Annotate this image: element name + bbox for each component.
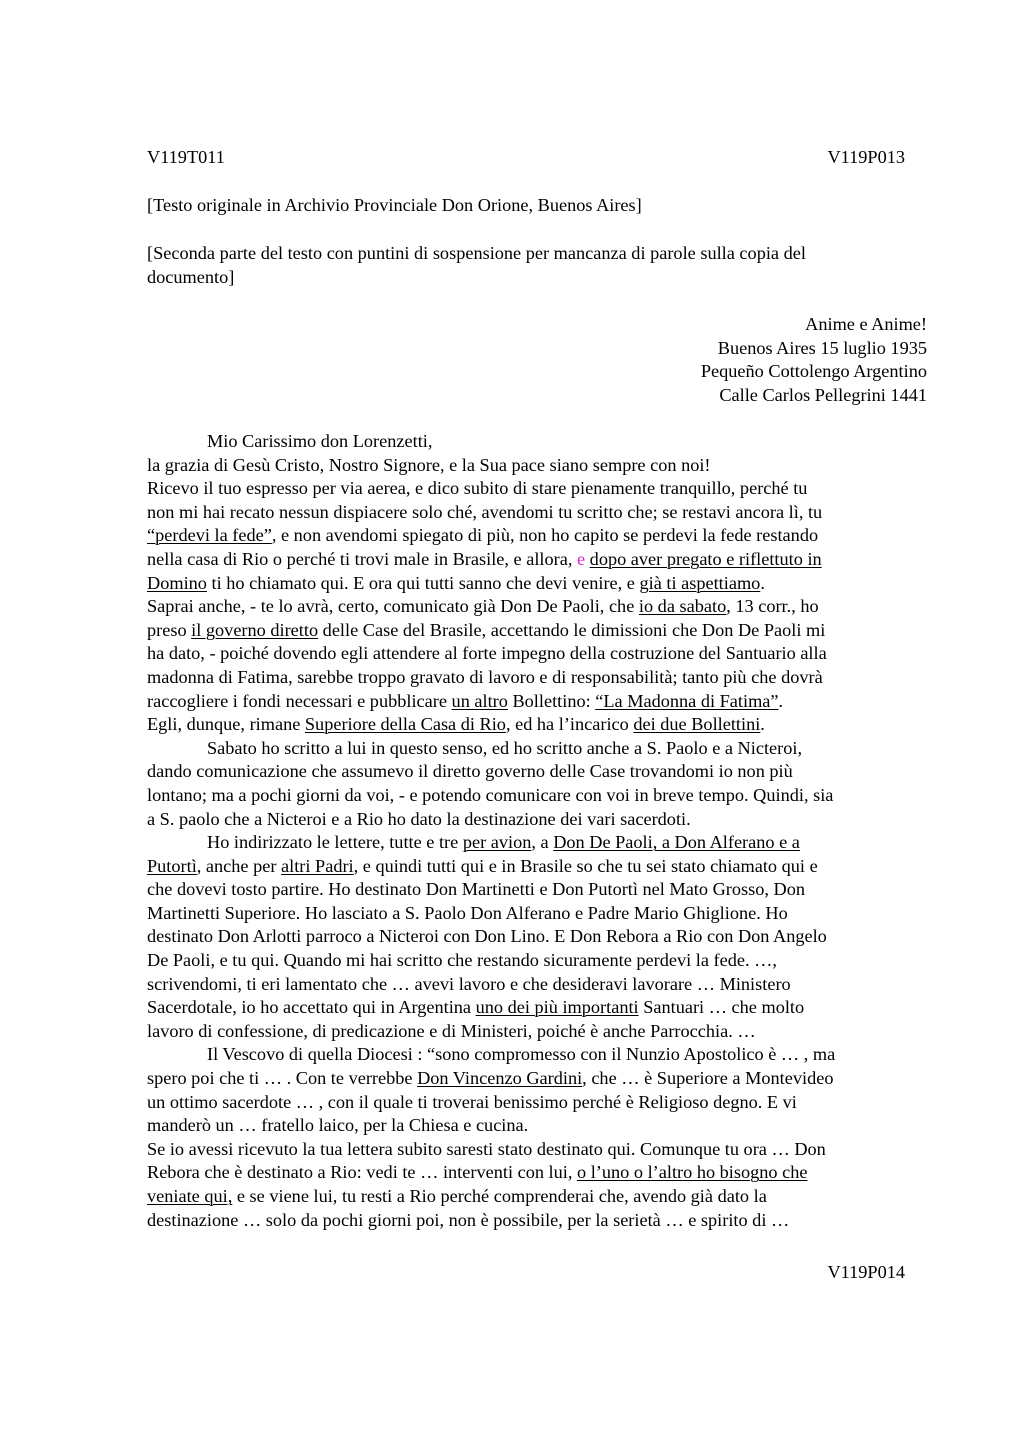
- text-segment: Egli, dunque, rimane: [147, 714, 305, 735]
- text-line: che dovevi tosto partire. Ho destinato Don Martinetti e Don Putortì nel Mato Grosso, Don: [147, 879, 806, 900]
- underlined-text: dopo aver pregato e riflettuto in: [589, 548, 822, 569]
- heading-address: Calle Carlos Pellegrini 1441: [719, 384, 927, 405]
- text-line: [147, 1185, 937, 1209]
- text-segment: .: [760, 714, 765, 735]
- text-segment: , e quindi tutti qui e in Brasile so che tu sei stato chiamato qui e: [353, 855, 818, 876]
- underlined-text: Superiore della Casa di Rio: [304, 714, 506, 735]
- text-segment: , ed ha l’incarico: [505, 714, 634, 735]
- text-segment: , che … è Superiore a Montevideo: [582, 1068, 834, 1089]
- text-line: [147, 619, 937, 643]
- underlined-text: uno dei più importanti: [475, 997, 639, 1018]
- underlined-text: “La Madonna di Fatima”: [595, 690, 779, 711]
- underlined-text: Domino: [147, 572, 207, 593]
- text-line: Martinetti Superiore. Ho lasciato a S. Paolo Don Alferano e Padre Mario Ghiglione. Ho: [147, 902, 788, 923]
- text-line: Se io avessi ricevuto la tua lettera subito saresti stato destinato qui. Comunque tu ora … Don: [147, 1138, 826, 1159]
- underlined-text: Don Vincenzo Gardini: [417, 1068, 583, 1089]
- text-line: lontano; ma a pochi giorni da voi, - e potendo comunicare con voi in breve tempo. Quindi, sia: [147, 784, 834, 805]
- underlined-text: il governo diretto: [191, 619, 319, 640]
- text-segment: Rebora che è destinato a Rio: vedi te … interventi con lui,: [147, 1162, 577, 1183]
- text-segment: Bollettino:: [507, 690, 596, 711]
- text-line: De Paoli, e tu qui. Quando mi hai scritto che restando sicuramente perdevi la fede. …,: [147, 950, 777, 971]
- text-segment: ti ho chiamato qui. E ora qui tutti sanno che devi venire, e: [206, 572, 640, 593]
- text-segment: , anche per: [196, 855, 282, 876]
- text-line: Il Vescovo di quella Diocesi : “sono compromesso con il Nunzio Apostolico è … , ma: [207, 1044, 836, 1065]
- page-code-right: V119P013: [827, 147, 905, 167]
- text-line: scrivendomi, ti eri lamentato che … avevi lavoro e che desideravi lavorare … Ministero: [147, 973, 791, 994]
- heading-institution: Pequeño Cottolengo Argentino: [700, 361, 927, 381]
- document-code-left: V119T011: [147, 147, 225, 167]
- underlined-text: Don De Paoli, a Don Alferano e a: [553, 832, 800, 853]
- text-line: manderò un … fratello laico, per la Chiesa e cucina.: [147, 1115, 529, 1136]
- underlined-text: altri Padri: [281, 855, 354, 876]
- underlined-text: Putortì: [147, 855, 197, 876]
- text-segment: , a: [531, 832, 554, 853]
- text-line: [147, 524, 937, 548]
- text-line: dando comunicazione che assumevo il diretto governo delle Case trovandomi io non più: [147, 761, 793, 782]
- text-line: [147, 831, 937, 855]
- text-segment: , 13 corr., ho: [726, 596, 819, 617]
- underlined-text: dei due Bollettini: [633, 714, 761, 735]
- underlined-text: io da sabato: [638, 596, 727, 617]
- text-segment: spero poi che ti … . Con te verrebbe: [147, 1068, 418, 1089]
- text-line: destinazione … solo da pochi giorni poi, non è possibile, per la serietà … e spirito di …: [147, 1209, 790, 1230]
- archive-note: [Testo originale in Archivio Provinciale Don Orione, Buenos Aires]: [147, 195, 642, 215]
- text-line: [147, 855, 937, 879]
- text-segment: e se viene lui, tu resti a Rio perché comprenderai che, avendo già dato la: [232, 1186, 767, 1206]
- text-line: [147, 1161, 937, 1185]
- text-segment: nella casa di Rio o perché ti trovi male in Brasile, e allora,: [147, 548, 577, 569]
- text-line: [147, 996, 937, 1020]
- second-part-note-line1: [Seconda parte del testo con puntini di sospensione per mancanza di parole sulla copia del: [147, 243, 806, 263]
- text-line: madonna di Fatima, sarebbe troppo gravato di lavoro e di responsabilità; tanto più che dovrà: [147, 666, 823, 687]
- underlined-text: veniate qui,: [147, 1186, 233, 1206]
- letter-heading: [701, 313, 927, 407]
- text-segment: Ho indirizzato le lettere, tutte e tre: [207, 832, 463, 853]
- text-line: la grazia di Gesù Cristo, Nostro Signore, e la Sua pace siano sempre con noi!: [147, 454, 711, 475]
- text-line: Ricevo il tuo espresso per via aerea, e dico subito di stare pienamente tranquillo, perché tu: [147, 478, 808, 499]
- text-line: destinato Don Arlotti parroco a Nicteroi con Don Lino. E Don Rebora a Rio con Don Angelo: [147, 926, 827, 947]
- letter-body: [147, 430, 937, 1232]
- page-code-bottom: V119P014: [827, 1262, 905, 1282]
- salutation: Mio Carissimo don Lorenzetti,: [207, 431, 433, 451]
- text-line: [147, 572, 937, 596]
- text-segment: .: [760, 572, 765, 593]
- text-segment: raccogliere i fondi necessari e pubblicare: [147, 690, 452, 711]
- second-part-note: [147, 241, 907, 289]
- highlighted-text: e: [576, 548, 586, 569]
- text-segment: preso: [147, 619, 192, 640]
- text-line: [147, 713, 937, 737]
- text-segment: Sacerdotale, io ho accettato qui in Argentina: [147, 997, 476, 1018]
- text-line: Sabato ho scritto a lui in questo senso, ed ho scritto anche a S. Paolo e a Nicteroi,: [207, 737, 803, 758]
- text-line: ha dato, - poiché dovendo egli attendere al forte impegno della costruzione del Santuario alla: [147, 643, 827, 664]
- underlined-text: un altro: [451, 690, 508, 711]
- underlined-text: “perdevi la fede”: [147, 525, 272, 546]
- text-segment: .: [778, 690, 784, 711]
- text-line: [147, 1067, 937, 1091]
- text-segment: delle Case del Brasile, accettando le dimissioni che Don De Paoli mi: [318, 619, 826, 640]
- underlined-text: per avion: [462, 832, 532, 853]
- text-segment: Saprai anche, - te lo avrà, certo, comunicato già Don De Paoli, che: [147, 596, 639, 617]
- heading-motto: Anime e Anime!: [805, 314, 927, 334]
- text-segment: , e non avendomi spiegato di più, non ho capito se perdevi la fede restando: [271, 525, 819, 546]
- text-line: lavoro di confessione, di predicazione e di Ministeri, poiché è anche Parrocchia. …: [147, 1020, 756, 1041]
- text-line: [147, 548, 937, 572]
- underlined-text: già ti aspettiamo: [639, 572, 761, 593]
- text-segment: Santuari … che molto: [638, 997, 805, 1018]
- text-line: a S. paolo che a Nicteroi e a Rio ho dato la destinazione dei vari sacerdoti.: [147, 808, 691, 829]
- heading-date: Buenos Aires 15 luglio 1935: [717, 337, 927, 358]
- text-line: non mi hai recato nessun dispiacere solo ché, avendomi tu scritto che; se restavi ancora lì, tu: [147, 501, 823, 522]
- text-line: [147, 690, 937, 714]
- underlined-text: o l’uno o l’altro ho bisogno che: [577, 1162, 808, 1183]
- second-part-note-line2: documento]: [147, 267, 235, 287]
- text-line: un ottimo sacerdote … , con il quale ti troverai benissimo perché è Religioso degno. E vi: [147, 1091, 797, 1112]
- text-line: [147, 595, 937, 619]
